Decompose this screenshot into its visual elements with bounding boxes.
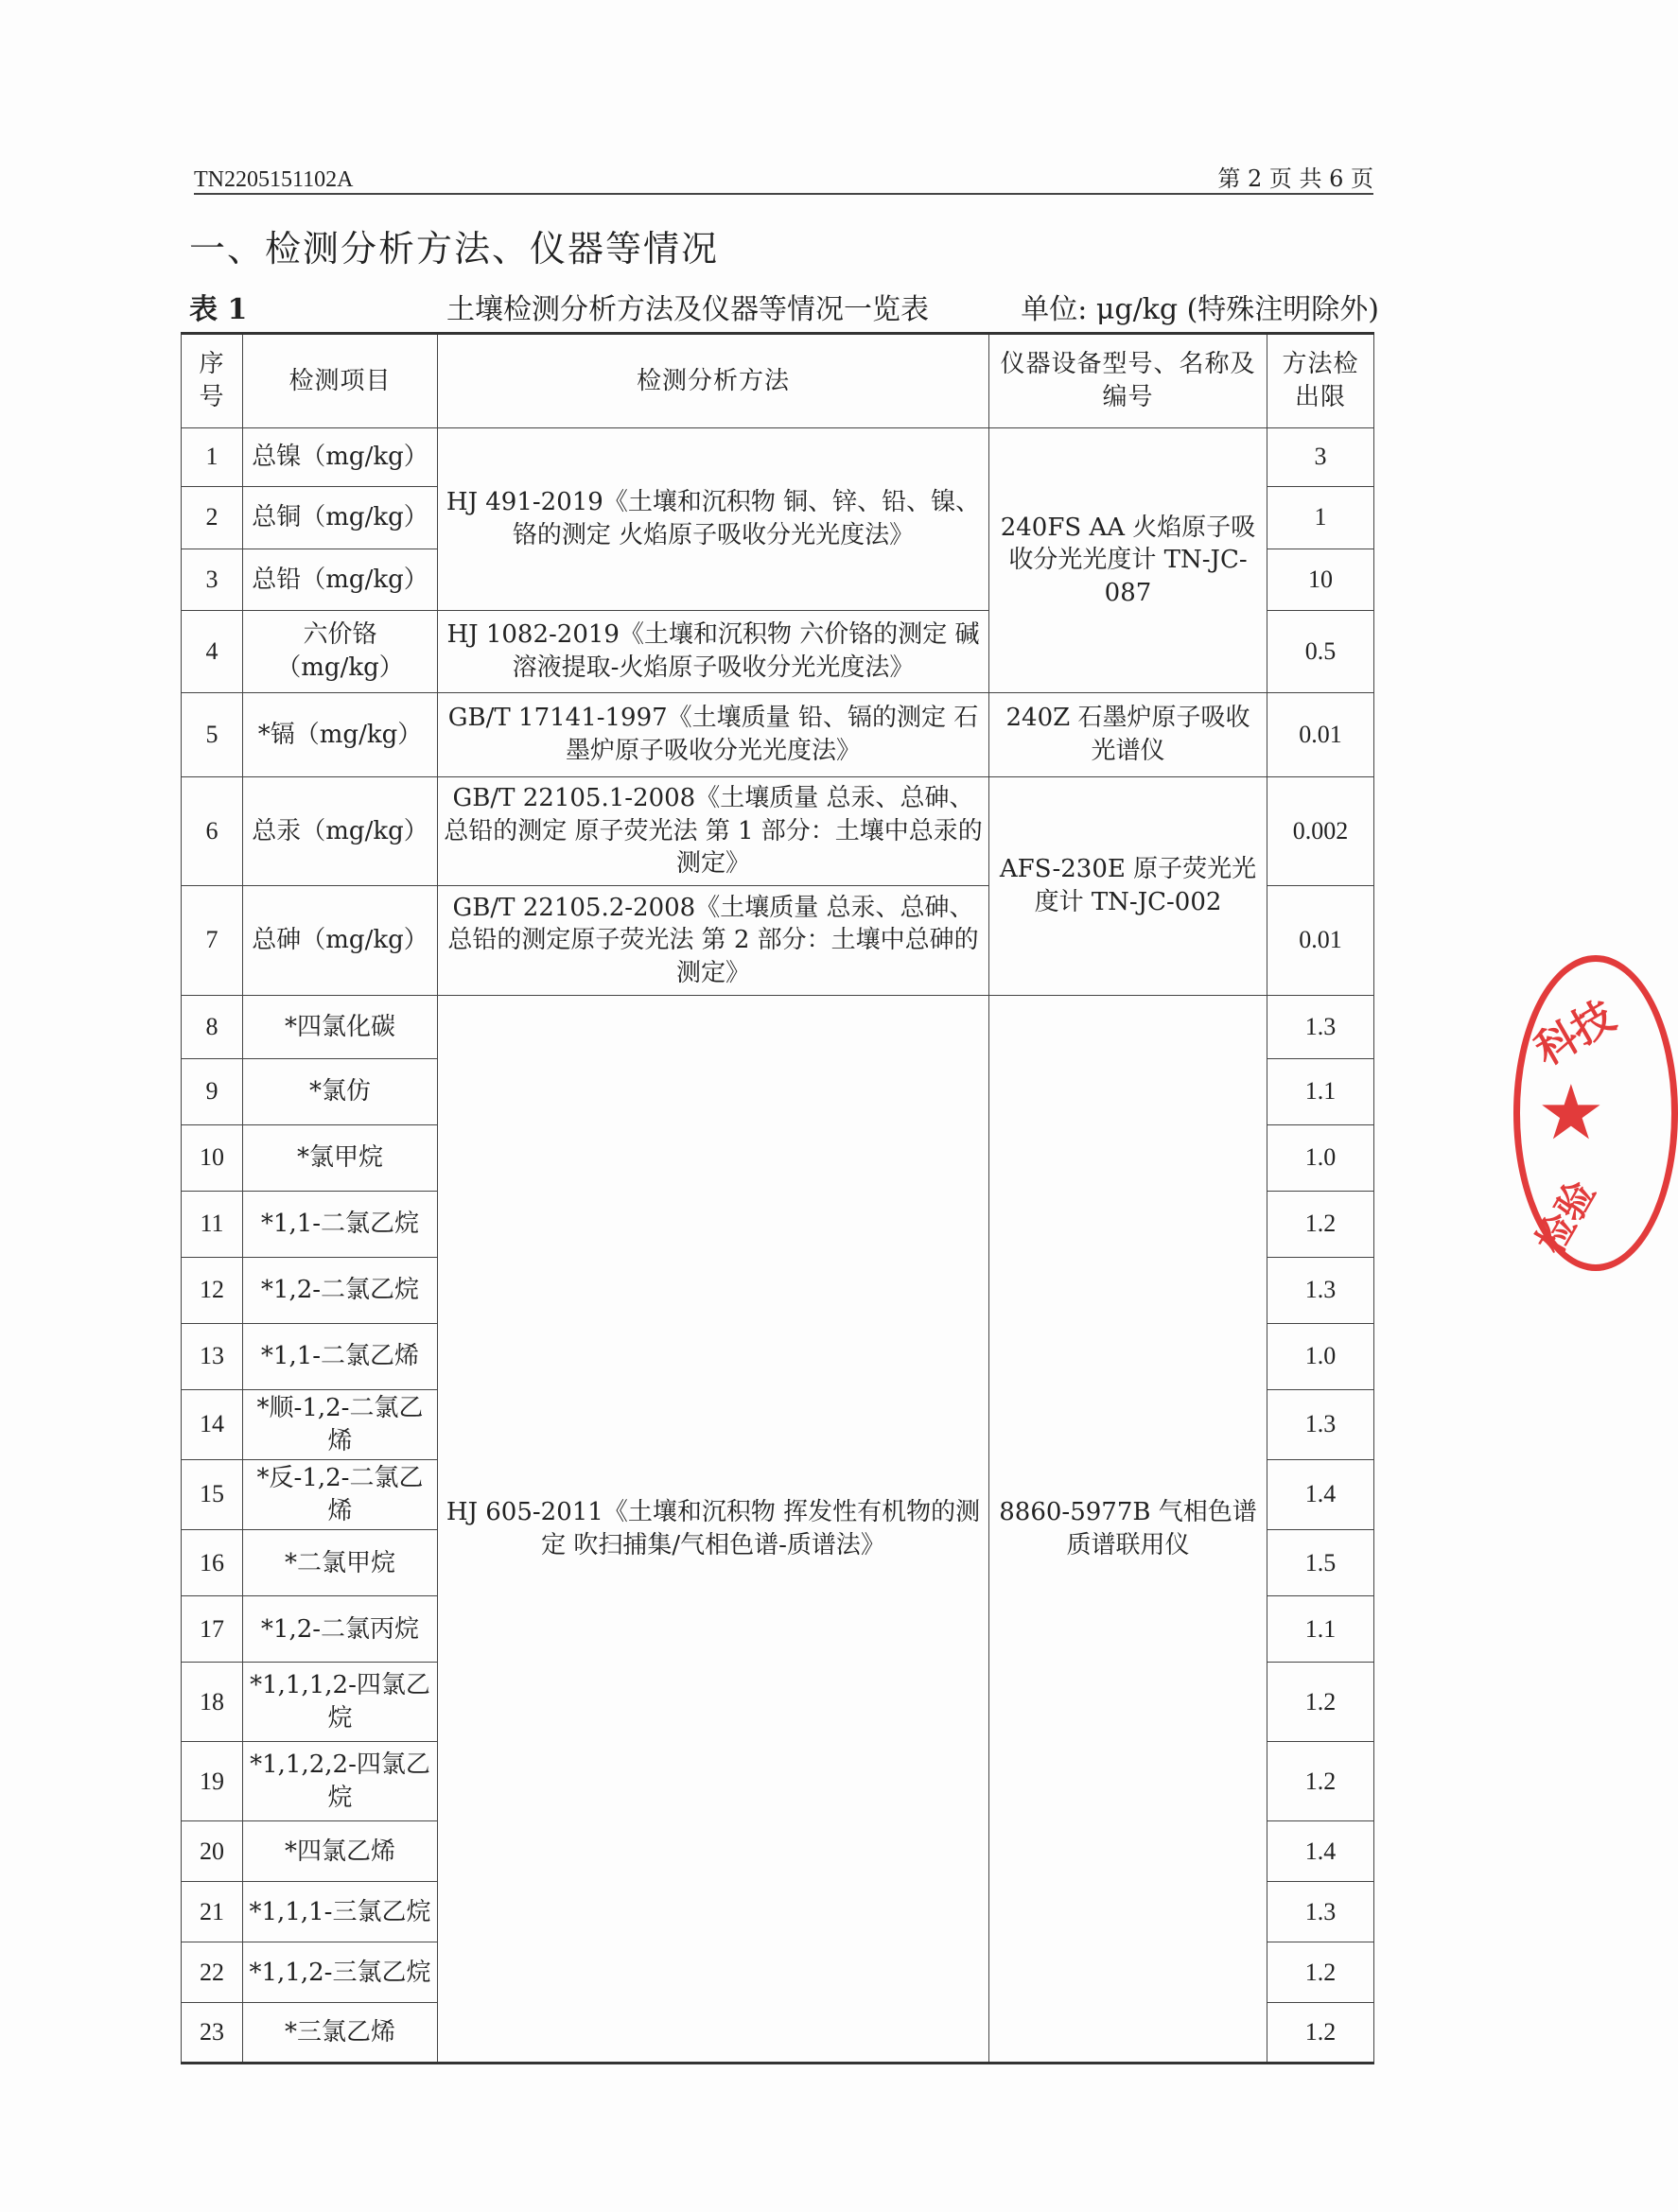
header-divider	[194, 193, 1373, 195]
official-seal	[1513, 955, 1678, 1271]
row-limit: 1.2	[1267, 2003, 1374, 2064]
row-item: *反-1,2-二氯乙烯	[243, 1460, 438, 1530]
row-limit: 1.0	[1267, 1125, 1374, 1192]
row-no: 10	[182, 1125, 243, 1192]
row-item: *1,1-二氯乙烷	[243, 1192, 438, 1258]
row-limit: 1.3	[1267, 1882, 1374, 1942]
row-no: 11	[182, 1192, 243, 1258]
row-limit: 1.1	[1267, 1059, 1374, 1125]
row-no: 16	[182, 1530, 243, 1596]
row-limit: 1.2	[1267, 1663, 1374, 1742]
row-item: 总铜（mg/kg）	[243, 487, 438, 549]
seal-text-top: 科技	[1527, 991, 1624, 1075]
row-limit: 1.4	[1267, 1460, 1374, 1530]
method-cell: HJ 605-2011《土壤和沉积物 挥发性有机物的测定 吹扫捕集/气相色谱-质谱法》	[438, 996, 989, 2064]
row-limit: 1	[1267, 487, 1374, 549]
seal-text-bottom: 检验	[1528, 1173, 1604, 1262]
row-limit: 1.3	[1267, 996, 1374, 1059]
row-item: *二氯甲烷	[243, 1530, 438, 1596]
row-limit: 1.4	[1267, 1821, 1374, 1882]
method-cell: GB/T 22105.2-2008《土壤质量 总汞、总砷、总铅的测定原子荧光法 第 2 部分：土壤中总砷的测定》	[438, 886, 989, 996]
method-cell: HJ 1082-2019《土壤和沉积物 六价铬的测定 碱溶液提取-火焰原子吸收分光光度法》	[438, 611, 989, 693]
row-limit: 0.01	[1267, 886, 1374, 996]
row-no: 8	[182, 996, 243, 1059]
row-limit: 1.2	[1267, 1192, 1374, 1258]
row-limit: 1.2	[1267, 1742, 1374, 1821]
row-item: *四氯乙烯	[243, 1821, 438, 1882]
star-icon: ★	[1537, 1069, 1605, 1157]
row-item: *1,1,2-三氯乙烷	[243, 1942, 438, 2003]
row-no: 19	[182, 1742, 243, 1821]
header-no: 序号	[182, 334, 243, 428]
row-item: *镉（mg/kg）	[243, 693, 438, 777]
method-cell: GB/T 22105.1-2008《土壤质量 总汞、总砷、总铅的测定 原子荧光法 第 1 部分：土壤中总汞的测定》	[438, 777, 989, 886]
row-limit: 1.2	[1267, 1942, 1374, 2003]
section-title: 一、检测分析方法、仪器等情况	[189, 228, 720, 270]
row-no: 7	[182, 886, 243, 996]
method-cell: GB/T 17141-1997《土壤质量 铅、镉的测定 石墨炉原子吸收分光光度法》	[438, 693, 989, 777]
page-indicator: 第 2 页 共 6 页	[1217, 165, 1373, 192]
row-limit: 1.3	[1267, 1390, 1374, 1460]
table-unit: 单位: μg/kg (特殊注明除外)	[1021, 293, 1379, 326]
instrument-cell: 240Z 石墨炉原子吸收光谱仪	[989, 693, 1267, 777]
row-no: 3	[182, 549, 243, 611]
row-no: 15	[182, 1460, 243, 1530]
row-limit: 1.1	[1267, 1596, 1374, 1663]
row-no: 22	[182, 1942, 243, 2003]
row-no: 23	[182, 2003, 243, 2064]
row-no: 6	[182, 777, 243, 886]
row-no: 14	[182, 1390, 243, 1460]
row-no: 21	[182, 1882, 243, 1942]
table-header-row	[182, 334, 1374, 428]
methods-table	[181, 332, 1374, 2064]
row-item: *1,2-二氯丙烷	[243, 1596, 438, 1663]
row-limit: 0.5	[1267, 611, 1374, 693]
row-item: *1,1-二氯乙烯	[243, 1324, 438, 1390]
row-item: *1,2-二氯乙烷	[243, 1258, 438, 1324]
row-no: 4	[182, 611, 243, 693]
table-row	[182, 693, 1374, 777]
table-number: 表 1	[189, 293, 248, 326]
row-limit: 3	[1267, 428, 1374, 487]
row-no: 18	[182, 1663, 243, 1742]
header-item: 检测项目	[243, 334, 438, 428]
header-limit: 方法检出限	[1267, 334, 1374, 428]
row-item: 总铅（mg/kg）	[243, 549, 438, 611]
report-number: TN2205151102A	[194, 167, 354, 192]
table-row	[182, 428, 1374, 487]
row-limit: 10	[1267, 549, 1374, 611]
row-item: *氯仿	[243, 1059, 438, 1125]
row-item: 总镍（mg/kg）	[243, 428, 438, 487]
row-item: *1,1,2,2-四氯乙烷	[243, 1742, 438, 1821]
row-item: *顺-1,2-二氯乙烯	[243, 1390, 438, 1460]
instrument-cell: 8860-5977B 气相色谱质谱联用仪	[989, 996, 1267, 2064]
method-cell: HJ 491-2019《土壤和沉积物 铜、锌、铅、镍、铬的测定 火焰原子吸收分光光度法》	[438, 428, 989, 611]
page-header	[194, 166, 1373, 195]
table-row	[182, 996, 1374, 1059]
row-limit: 1.5	[1267, 1530, 1374, 1596]
row-limit: 0.002	[1267, 777, 1374, 886]
row-no: 12	[182, 1258, 243, 1324]
row-item: *三氯乙烯	[243, 2003, 438, 2064]
row-item: 总汞（mg/kg）	[243, 777, 438, 886]
instrument-cell: AFS-230E 原子荧光光度计 TN-JC-002	[989, 777, 1267, 996]
row-no: 20	[182, 1821, 243, 1882]
table-caption	[189, 282, 1379, 326]
row-item: 总砷（mg/kg）	[243, 886, 438, 996]
row-limit: 1.0	[1267, 1324, 1374, 1390]
row-item: *1,1,1-三氯乙烷	[243, 1882, 438, 1942]
instrument-cell: 240FS AA 火焰原子吸收分光光度计 TN-JC-087	[989, 428, 1267, 693]
header-method: 检测分析方法	[438, 334, 989, 428]
row-limit: 0.01	[1267, 693, 1374, 777]
header-instrument: 仪器设备型号、名称及编号	[989, 334, 1267, 428]
row-item: *氯甲烷	[243, 1125, 438, 1192]
row-no: 13	[182, 1324, 243, 1390]
table-row	[182, 777, 1374, 886]
row-no: 17	[182, 1596, 243, 1663]
row-item: *四氯化碳	[243, 996, 438, 1059]
row-no: 9	[182, 1059, 243, 1125]
row-item: 六价铬（mg/kg）	[243, 611, 438, 693]
row-limit: 1.3	[1267, 1258, 1374, 1324]
row-no: 2	[182, 487, 243, 549]
table-title: 土壤检测分析方法及仪器等情况一览表	[446, 293, 929, 326]
row-item: *1,1,1,2-四氯乙烷	[243, 1663, 438, 1742]
row-no: 1	[182, 428, 243, 487]
row-no: 5	[182, 693, 243, 777]
